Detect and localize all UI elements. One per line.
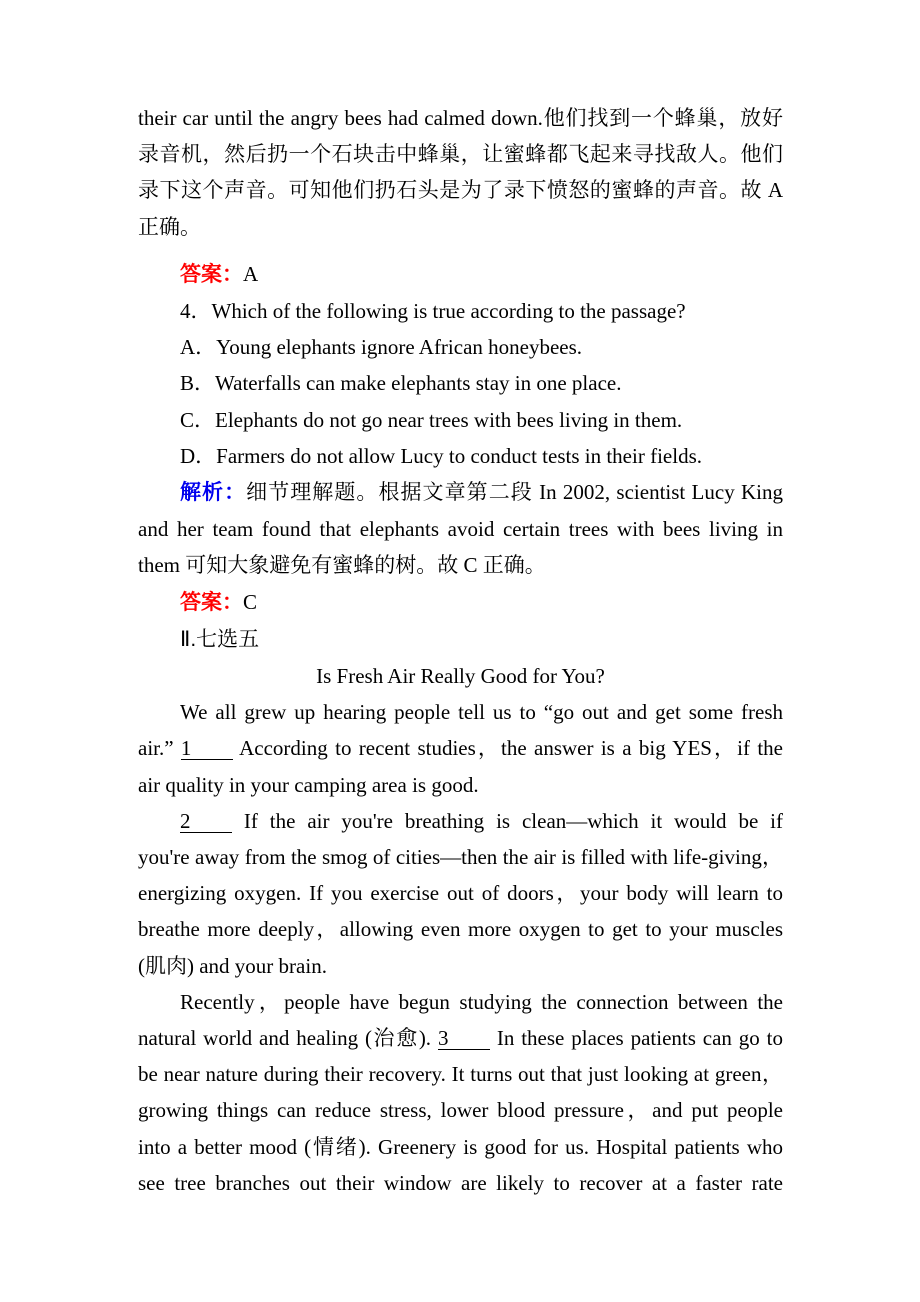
text-segment: 4．Which of the following is true according to the passage?	[180, 299, 686, 324]
text-segment: air quality in your camping area is good.	[138, 772, 479, 797]
text-line	[138, 911, 783, 947]
text-segment: B．Waterfalls can make elephants stay in one place.	[180, 371, 622, 396]
text-line	[138, 547, 783, 583]
text-segment: In these places patients can go to	[489, 1026, 784, 1051]
text-line	[138, 402, 783, 438]
text-line	[138, 803, 783, 839]
text-segment: 细节理解题。根据文章第二段 In 2002, scientist Lucy King	[246, 480, 784, 505]
answer-label: 答案：	[180, 590, 243, 614]
text-line	[138, 621, 783, 658]
fill-in-blank-1: 1	[181, 737, 233, 760]
text-segment: be near nature during their recovery. It turns out that just looking at green，	[138, 1062, 783, 1087]
text-segment: Recently，people have begun studying the connection between the	[180, 989, 783, 1014]
text-segment: D．Farmers do not allow Lucy to conduct tests in their fields.	[180, 443, 702, 468]
text-line	[138, 365, 783, 401]
fill-in-blank-2: 2	[180, 810, 232, 833]
text-segment: (肌肉) and your brain.	[138, 953, 327, 978]
text-line	[138, 839, 783, 875]
text-segment: them 可知大象避免有蜜蜂的树。故 C 正确。	[138, 553, 546, 578]
text-segment: and her team found that elephants avoid certain trees with bees living in	[138, 517, 783, 542]
analysis-label: 解析：	[180, 481, 247, 505]
text-segment: A	[243, 261, 259, 286]
text-segment: their car until the angry bees had calmed down.他们找到一个蜂巢，放好	[138, 106, 783, 130]
text-segment: 正确。	[138, 214, 201, 239]
text-segment: Is Fresh Air Really Good for You?	[316, 664, 605, 689]
text-line	[138, 100, 783, 136]
text-segment: you're away from the smog of cities—then the air is filled with life-giving，	[138, 845, 783, 870]
text-line	[138, 948, 783, 984]
text-line	[138, 875, 783, 911]
text-line	[138, 209, 783, 245]
text-segment: C．Elephants do not go near trees with bees living in them.	[180, 407, 683, 432]
text-line	[138, 584, 783, 621]
text-line	[138, 730, 783, 766]
text-line	[138, 1165, 783, 1201]
section-heading: Ⅱ.七选五	[180, 627, 260, 651]
answer-label: 答案：	[180, 262, 243, 286]
text-line	[138, 136, 783, 172]
text-line	[138, 658, 783, 694]
text-segment: According to recent studies，the answer is a big YES，if the	[232, 736, 783, 761]
text-segment: We all grew up hearing people tell us to “go out and get some fresh	[180, 700, 783, 725]
text-line	[138, 474, 783, 511]
text-segment: 录音机，然后扔一个石块击中蜂巢，让蜜蜂都飞起来寻找敌人。他们	[138, 142, 783, 167]
text-line	[138, 1129, 783, 1165]
text-segment: 录下这个声音。可知他们扔石头是为了录下愤怒的蜜蜂的声音。故 A	[138, 178, 783, 203]
text-segment: natural world and healing (治愈).	[138, 1026, 438, 1051]
text-segment: breathe more deeply，allowing even more oxygen to get to your muscles	[138, 917, 783, 942]
text-line	[138, 438, 783, 474]
text-line	[138, 694, 783, 730]
text-segment: If the air you're breathing is clean—which it would be if	[232, 808, 783, 833]
text-segment: see tree branches out their window are likely to recover at a faster rate	[138, 1170, 783, 1195]
text-line	[138, 293, 783, 329]
fill-in-blank-3: 3	[438, 1027, 490, 1050]
text-line	[138, 1092, 783, 1128]
text-line	[138, 329, 783, 365]
document-page	[138, 100, 783, 1201]
text-line	[138, 511, 783, 547]
text-line	[138, 984, 783, 1020]
text-segment: into a better mood (情绪). Greenery is good for us. Hospital patients who	[138, 1134, 783, 1159]
text-line	[138, 767, 783, 803]
text-line	[138, 172, 783, 208]
text-segment: air.”	[138, 736, 181, 761]
text-line	[138, 1056, 783, 1092]
text-segment: C	[243, 589, 258, 614]
text-line	[138, 256, 783, 293]
text-line	[138, 1020, 783, 1056]
text-segment: energizing oxygen. If you exercise out of doors，your body will learn to	[138, 881, 783, 906]
text-segment: growing things can reduce stress, lower blood pressure，and put people	[138, 1098, 783, 1123]
text-segment: A．Young elephants ignore African honeybees.	[180, 335, 583, 360]
document-body	[138, 100, 783, 1201]
